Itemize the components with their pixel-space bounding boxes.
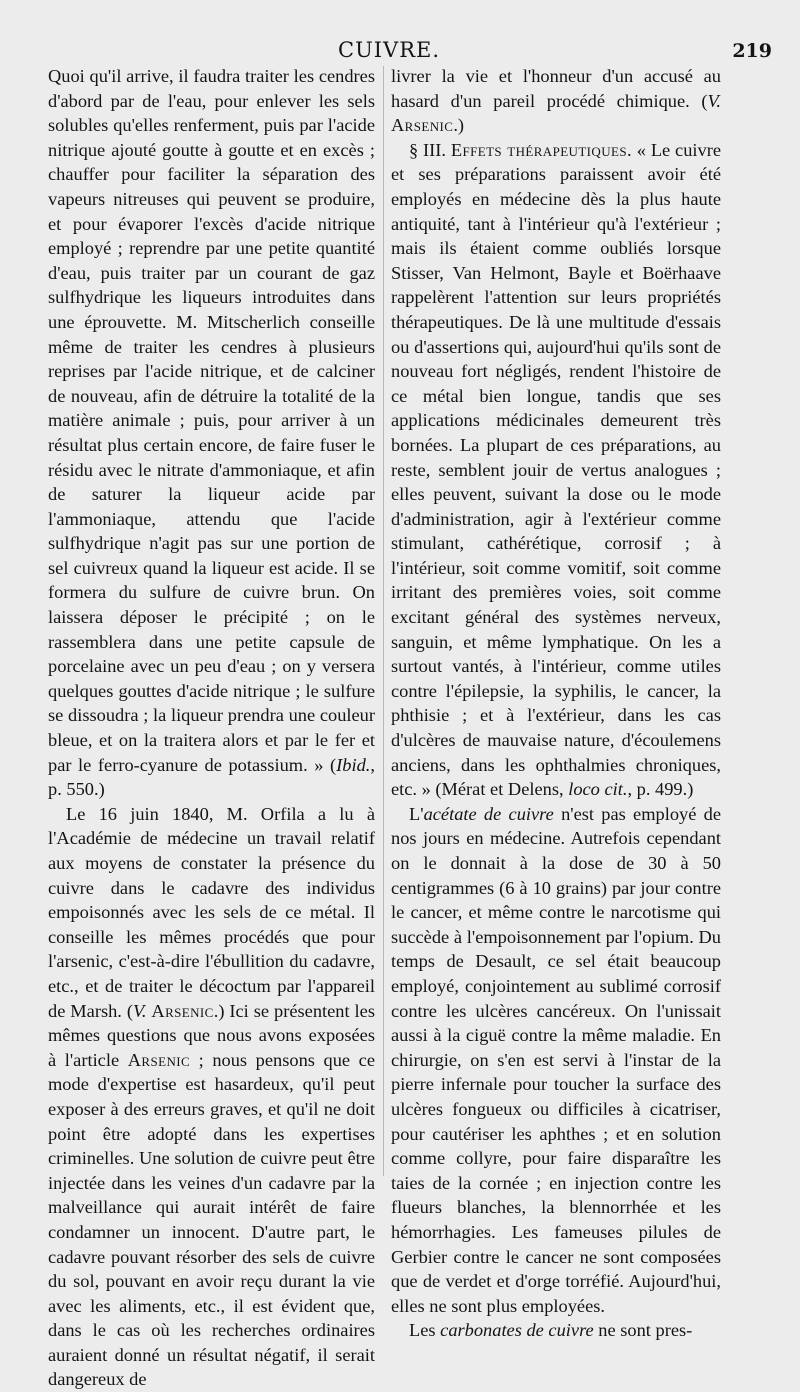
paragraph-copper-carbonates: Les carbonates de cuivre ne sont pres- (409, 1320, 693, 1341)
paragraph-ash-treatment: Quoi qu'il arrive, il faudra traiter les cendres d'abord par de l'eau, pour enlever les sels solubles qu'elles renferment, puis par l'acide nitrique ajouté goutte à goutte et en excès ; chauffer pour faciliter la séparation des vapeurs nitreuses qui peuvent se produire, et pour évaporer l'excès d'acide nitrique employé ; reprendre par une petite quantité d'eau, puis traiter par un courant de gaz sulfhydrique les liqueurs introduites dans une éprouvette. M. Mitscherlich conseille même de traiter les cendres à plusieurs reprises par l'acide nitrique, et de calciner de nouveau, afin de détruire la totalité de la matière animale ; puis, pour arriver à un résultat plus certain encore, de faire fuser le résidu avec le nitrate d'ammoniaque, et afin de saturer la liqueur acide par l'ammoniaque, attendu que l'acide sulfhydrique n'agit pas sur une portion de sel cuivreux quand la liqueur est acide. Il se formera du sulfure de cuivre brun. On laissera déposer le précipité ; on le rassemblera dans une petite capsule de porcelaine avec un peu d'eau ; on y versera quelques gouttes d'acide nitrique ; le sulfure se dissoudra ; la liqueur prendra une couleur bleue, et on la traitera alors et par le fer et par le ferro-cyanure de potassium. » (Ibid., p. 550.) (48, 66, 375, 800)
paragraph-copper-acetate: L'acétate de cuivre n'est pas employé de nos jours en médecine. Autrefois cependant on le donnait à la dose de 30 à 50 centigrammes (6 à 10 grains) par jour contre le cancer, et même contre le narcotisme qui succède à l'empoisonnement par l'opium. Du temps de Desault, ce sel était beaucoup employé, conjointement au sublimé corrosif contre les ulcères cancéreux. On l'unissait aussi à la ciguë contre la même maladie. En chirurgie, on s'en est servi à l'instar de la pierre infernale pour toucher la surface des ulcères fongueux ou difficiles à cicatriser, pour cautériser les aphthes ; et en solution comme collyre, pour faire disparaître les taies de la cornée ; en injection contre les flueurs blanches, la blennorrhée et les hémorrhagies. Les fameuses pilules de Gerbier contre le cancer ne sont composées que de verdet et d'orge torréfié. Aujourd'hui, elles ne sont plus employées. (391, 803, 721, 1316)
column-divider (383, 66, 384, 1176)
left-column (48, 64, 375, 1390)
paragraph-orfila: Le 16 juin 1840, M. Orfila a lu à l'Académie de médecine un travail relatif aux moyens de constater la présence du cuivre dans le cadavre des individus empoisonnés avec les sels de ce métal. Il conseille les mêmes procédés que pour l'arsenic, c'est-à-dire l'ébullition du cadavre, etc., et de traiter le décoctum par l'appareil de Marsh. (V. Arsenic.) Ici se présentent les mêmes questions que nous avons exposées à l'article Arsenic ; nous pensons que ce mode d'expertise est hasardeux, qu'il peut exposer à des erreurs graves, et qu'il ne doit point être adopté dans les expertises criminelles. Une solution de cuivre peut être injectée dans les veines d'un cadavre par la malveillance qui aurait intérêt de faire condamner un innocent. D'autre part, le cadavre pouvant résorber des sels de cuivre du sol, pouvant en avoir reçu durant la vie avec les aliments, etc., il est évident que, dans le cas où les recherches ordinaires auraient donné un résultat négatif, il serait dangereux de (48, 803, 375, 1390)
page-number: 219 (732, 40, 772, 62)
paragraph-continuation: livrer la vie et l'honneur d'un accusé au hasard d'un pareil procédé chimique. (V. Arsenic.) (391, 66, 721, 136)
section-heading: Effets thérapeutiques. (450, 139, 632, 160)
page-header (0, 32, 800, 66)
right-column (391, 64, 721, 1341)
section-number: § III. (409, 139, 446, 160)
running-head: CUIVRE. (338, 38, 441, 62)
section-therapeutic-effects: § III. Effets thérapeutiques. « Le cuivre et ses préparations paraissent avoir été employés en médecine dès la plus haute antiquité, tant à l'intérieur qu'à l'extérieur ; mais ils étaient comme oubliés lorsque Stisser, Van Helmont, Bayle et Boërhaave rappelèrent l'attention sur leurs propriétés thérapeutiques. De là une multitude d'essais ou d'assertions qui, aujourd'hui qu'ils sont de nouveau fort négligés, rendent l'histoire de ce métal bien longue, tandis que ses applications médicinales demeurent très bornées. La plupart de ces préparations, au reste, semblent jouir de vertus analogues ; elles peuvent, suivant la dose ou le mode d'administration, agir à l'extérieur comme stimulant, cathérétique, corrosif ; à l'intérieur, soit comme vomitif, soit comme irritant des premières voies, soit comme excitant général des systèmes nerveux, sanguin, et même lymphatique. On les a surtout vantés, à l'intérieur, comme utiles contre l'épilepsie, la syphilis, le cancer, la phthisie ; et à l'extérieur, dans les cas d'ulcères de mauvaise nature, d'écoulemens anciens, dans les ophthalmies chroniques, etc. » (Mérat et Delens, loco cit., p. 499.) (391, 139, 721, 800)
